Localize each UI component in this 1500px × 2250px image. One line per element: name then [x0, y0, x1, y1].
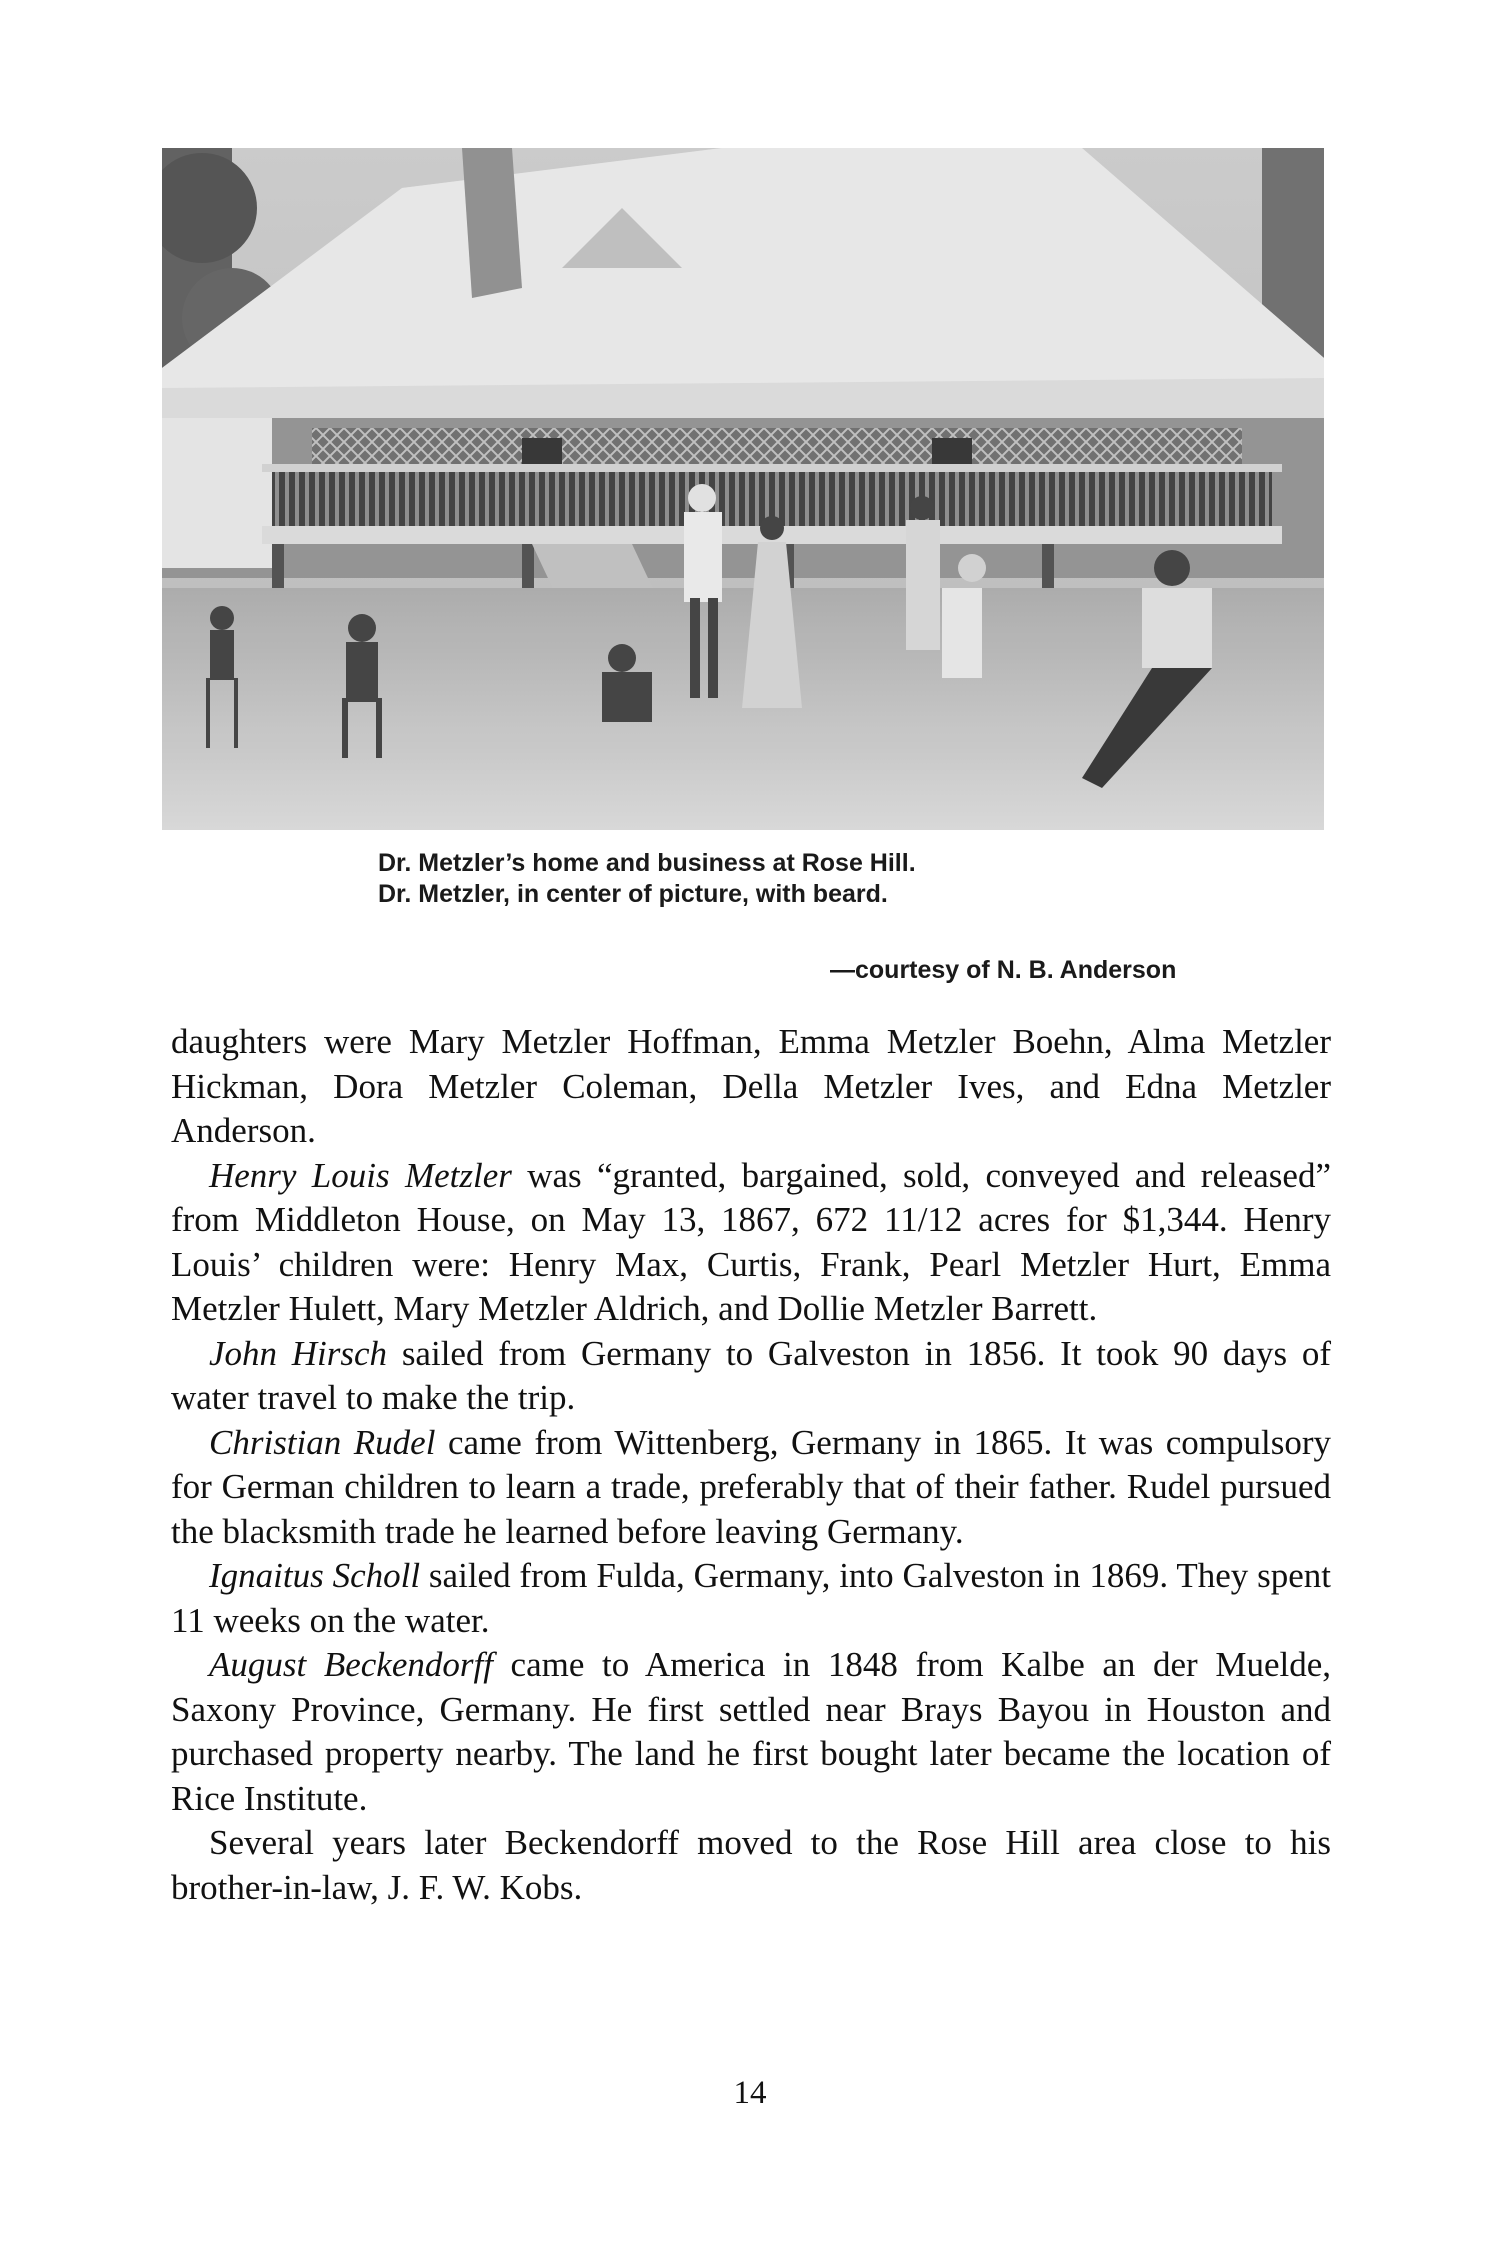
- house-photograph-illustration: [162, 148, 1324, 830]
- photo-credit: —courtesy of N. B. Anderson: [830, 956, 1177, 984]
- photo-caption: [378, 848, 1278, 910]
- paragraph-text: came from Wittenberg, Germany in 1865. It was compulsory for German children to learn a trade, preferably that of their father. Rudel pursued the blacksmith trade he learned before leaving Germany.: [171, 1422, 1331, 1551]
- paragraph-metzler-daughters: [171, 1020, 1331, 1154]
- paragraph-text: daughters were Mary Metzler Hoffman, Emma Metzler Boehn, Alma Metzler Hickman, Dora Metzler Coleman, Della Metzler Ives, and Edna Metzler Anderson.: [171, 1022, 1331, 1150]
- caption-line-2: Dr. Metzler, in center of picture, with beard.: [378, 880, 888, 908]
- paragraph-text: was “granted, bargained, sold, conveyed and released” from Middleton House, on May 13, 1867, 672 11/12 acres for $1,344. Henry Louis’ children were: Henry Max, Curtis, Frank, Pearl Metzler Hurt, Emma Metzler Hulett, Mary Metzler Aldrich, and Dollie Metzler Barrett.: [171, 1155, 1331, 1328]
- body-text: [171, 1020, 1331, 1910]
- paragraph-text: came to America in 1848 from Kalbe an der Muelde, Saxony Province, Germany. He first settled near Brays Bayou in Houston and purchased property nearby. The land he first bought later became the location of Rice Institute.: [171, 1645, 1331, 1818]
- person-name: John Hirsch: [209, 1333, 388, 1373]
- paragraph-ignaitus-scholl: [171, 1554, 1331, 1643]
- person-name: Ignaitus Scholl: [209, 1556, 421, 1595]
- paragraph-john-hirsch: [171, 1332, 1331, 1421]
- person-name: August Beckendorff: [209, 1645, 493, 1684]
- historical-photo-metzler-home: [162, 148, 1324, 830]
- paragraph-text: Several years later Beckendorff moved to the Rose Hill area close to his brother-in-law, J. F. W. Kobs.: [171, 1823, 1331, 1907]
- person-name: Henry Louis Metzler: [209, 1155, 512, 1195]
- paragraph-text: sailed from Germany to Galveston in 1856. It took 90 days of water travel to make the trip.: [171, 1333, 1331, 1417]
- paragraph-beckendorff-move: [171, 1821, 1331, 1910]
- paragraph-christian-rudel: [171, 1421, 1331, 1555]
- person-name: Christian Rudel: [209, 1422, 436, 1462]
- paragraph-text: sailed from Fulda, Germany, into Galveston in 1869. They spent 11 weeks on the water.: [171, 1556, 1331, 1640]
- page-number: 14: [733, 2075, 767, 2111]
- paragraph-henry-louis-metzler: [171, 1154, 1331, 1332]
- paragraph-august-beckendorff: [171, 1643, 1331, 1821]
- caption-line-1: Dr. Metzler’s home and business at Rose Hill.: [378, 849, 916, 877]
